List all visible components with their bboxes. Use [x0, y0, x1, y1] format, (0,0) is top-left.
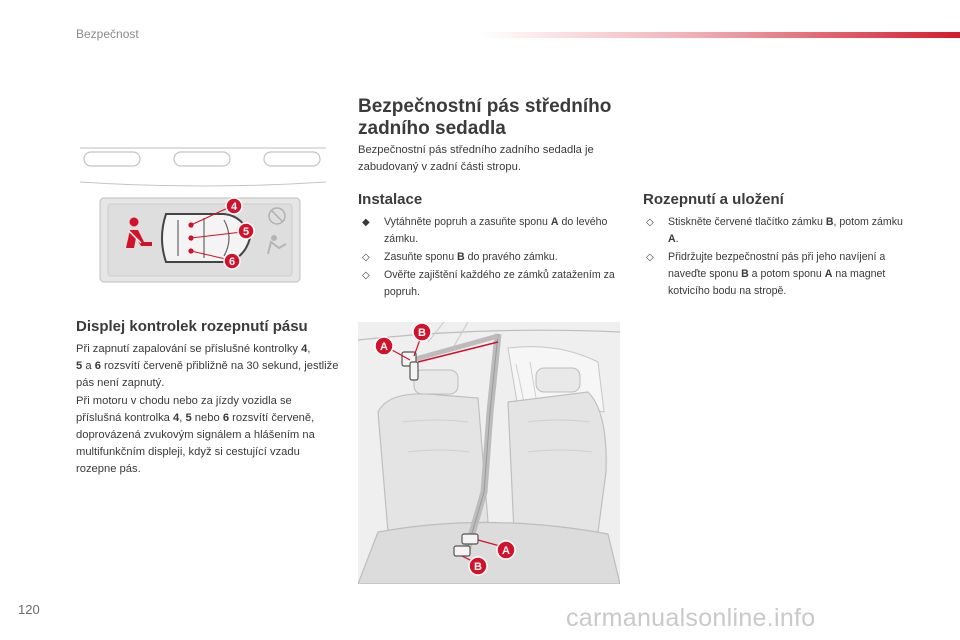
svg-text:B: B: [474, 561, 482, 573]
intro-text: Bezpečnostní pás středního zadního sedadla je zabudovaný v zadní části stropu.: [358, 144, 594, 173]
section-label: Bezpečnost: [76, 27, 139, 41]
list-item: ◇ Přidržujte bezpečnostní pás při jeho navíjení a naveďte sponu B a potom sponu A na magnet kotvicího bodu na stropě.: [646, 251, 886, 297]
callout-6: [224, 253, 240, 269]
rozepnuti-list: [646, 214, 908, 301]
bullet-icon: ◇: [362, 270, 370, 281]
displej-paragraph-2: Při motoru v chodu nebo za jízdy vozidla se příslušná kontrolka 4, 5 nebo 6 rozsvítí červeně, doprovázená zvukovým signálem a hlášením na multifunkčním displeji, když si cestující vzadu rozepne pás.: [76, 395, 315, 475]
svg-text:4: 4: [230, 201, 238, 213]
list-item: ◇ Stiskněte červené tlačítko zámku B, potom zámku A.: [646, 216, 903, 245]
svg-text:B: B: [418, 327, 426, 339]
bullet-icon: ◆: [362, 217, 370, 228]
heading-instalace: Instalace: [358, 191, 423, 208]
instalace-list: [362, 214, 624, 302]
callout-4: [226, 198, 242, 214]
callout-a-upper: [375, 337, 393, 355]
heading-rozepnuti: Rozepnutí a uložení: [643, 191, 784, 208]
seatbelt-warning-display-illustration: [74, 138, 332, 292]
page-title: Bezpečnostní pás středního zadního sedadla: [358, 96, 612, 139]
callout-a-lower: [497, 541, 515, 559]
list-item: ◇ Ověřte zajištění každého ze zámků zatažením za popruh.: [362, 269, 615, 298]
page-number: 120: [18, 602, 40, 617]
watermark: carmanualsonline.info: [566, 604, 816, 632]
displej-paragraph-1: Při zapnutí zapalování se příslušné kontrolky 4, 5 a 6 rozsvítí červeně přibližně na 30 sekund, jestliže pás není zapnutý.: [76, 343, 339, 389]
header-accent-bar: [480, 32, 960, 38]
heading-displej: Displej kontrolek rozepnutí pásu: [76, 318, 308, 335]
rear-seatbelt-illustration: [358, 322, 620, 584]
svg-text:A: A: [380, 341, 388, 353]
bullet-icon: ◇: [646, 217, 654, 228]
callout-b-upper: [413, 323, 431, 341]
svg-text:A: A: [502, 545, 510, 557]
callout-b-lower: [469, 557, 487, 575]
bullet-icon: ◇: [646, 252, 654, 263]
list-item: ◇ Zasuňte sponu B do pravého zámku.: [362, 249, 624, 266]
list-item: ◆ Vytáhněte popruh a zasuňte sponu A do levého zámku.: [362, 216, 608, 245]
bullet-icon: ◇: [362, 252, 370, 263]
svg-text:5: 5: [242, 226, 250, 238]
svg-text:6: 6: [228, 256, 236, 268]
callout-5: [238, 223, 254, 239]
